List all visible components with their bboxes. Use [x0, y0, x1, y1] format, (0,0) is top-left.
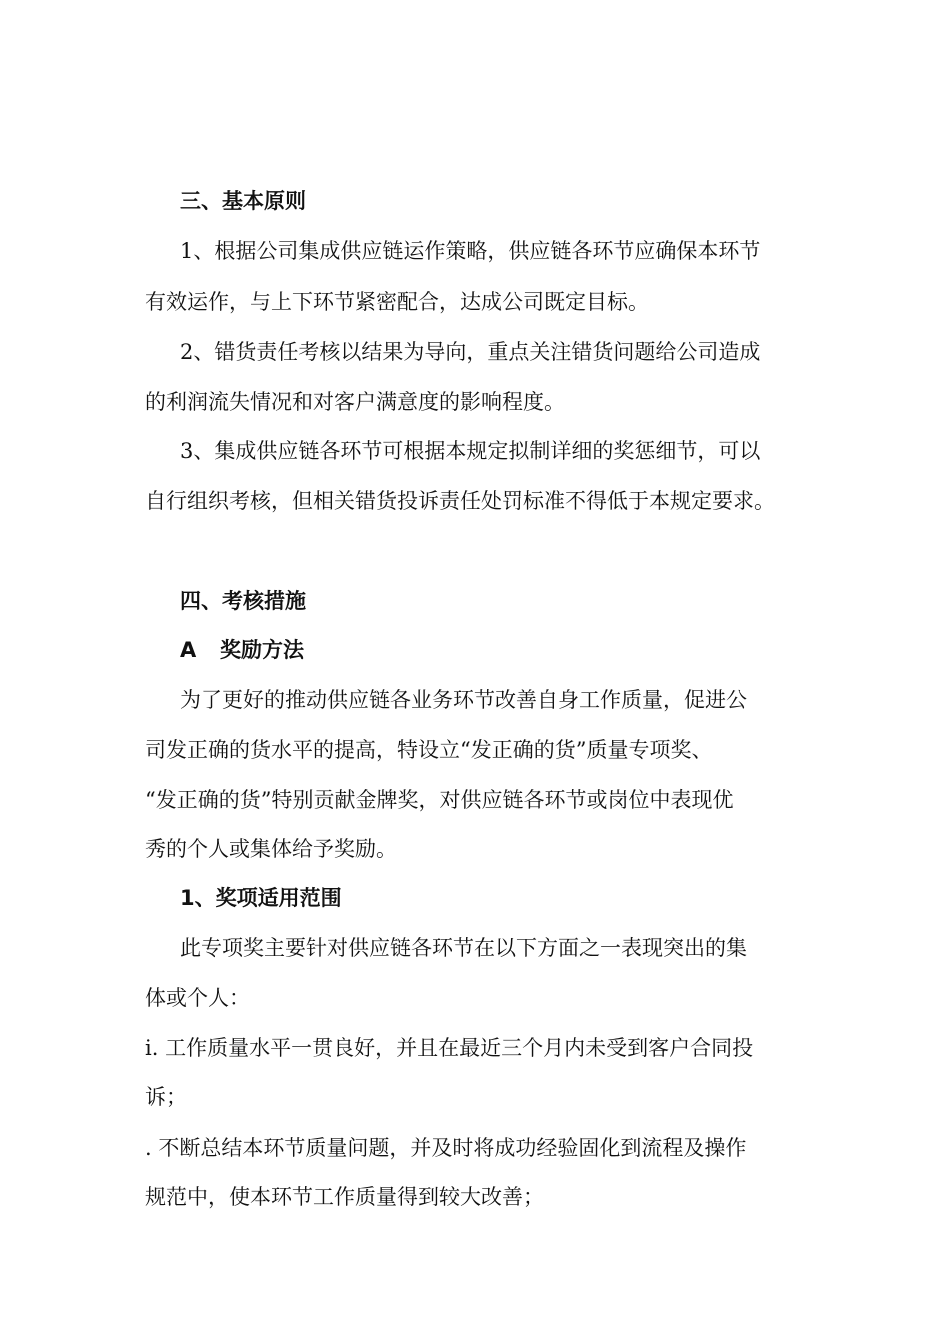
reward-intro-line-2: 司发正确的货水平的提高，特设立“发正确的货”质量专项奖、 — [145, 738, 713, 762]
principle-1-line-1: 1、根据公司集成供应链运作策略，供应链各环节应确保本环节 — [180, 239, 761, 263]
reward-method-letter: A — [180, 638, 197, 662]
principle-3-line-1: 3、集成供应链各环节可根据本规定拟制详细的奖惩细节，可以 — [180, 439, 761, 463]
reward-method-title: 奖励方法 — [220, 638, 304, 662]
principle-2-line-2: 的利润流失情况和对客户满意度的影响程度。 — [145, 390, 565, 414]
principle-3-line-2: 自行组织考核，但相关错货投诉责任处罚标准不得低于本规定要求。 — [145, 489, 775, 513]
award-scope-intro-line-1: 此专项奖主要针对供应链各环节在以下方面之一表现突出的集 — [180, 936, 747, 960]
criterion-ii-line-1: . 不断总结本环节质量问题，并及时将成功经验固化到流程及操作 — [145, 1136, 747, 1160]
section-3-heading: 三、基本原则 — [180, 189, 306, 213]
reward-intro-line-4: 秀的个人或集体给予奖励。 — [145, 837, 397, 861]
section-4-heading: 四、考核措施 — [180, 589, 306, 613]
criterion-i-line-1: i. 工作质量水平一贯良好，并且在最近三个月内未受到客户合同投 — [145, 1036, 754, 1060]
award-scope-heading: 1、奖项适用范围 — [180, 886, 342, 910]
principle-2-line-1: 2、错货责任考核以结果为导向，重点关注错货问题给公司造成 — [180, 340, 761, 364]
award-scope-intro-line-2: 体或个人： — [145, 986, 250, 1010]
criterion-ii-line-2: 规范中，使本环节工作质量得到较大改善； — [145, 1185, 544, 1209]
principle-1-line-2: 有效运作，与上下环节紧密配合，达成公司既定目标。 — [145, 290, 649, 314]
reward-intro-line-1: 为了更好的推动供应链各业务环节改善自身工作质量，促进公 — [180, 688, 747, 712]
reward-intro-line-3: “发正确的货”特别贡献金牌奖，对供应链各环节或岗位中表现优 — [145, 788, 734, 812]
reward-method-heading — [180, 636, 825, 664]
criterion-i-line-2: 诉； — [145, 1085, 187, 1109]
